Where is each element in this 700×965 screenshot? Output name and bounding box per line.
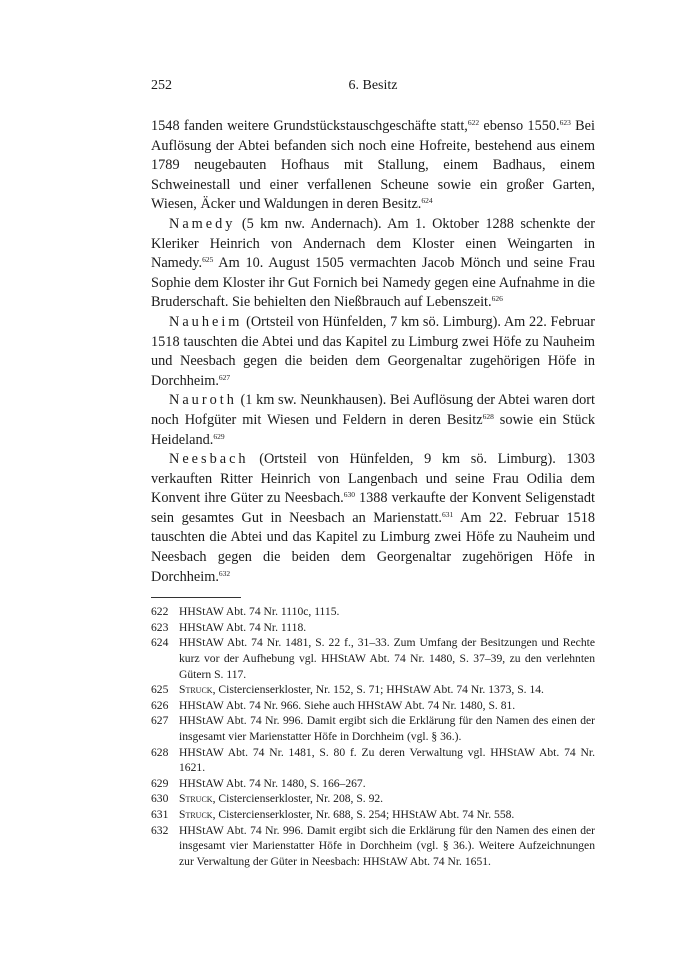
text-run: 1388 verkaufte der Konvent Seligenstadt sein gesamtes Gut in Neesbach an Marienstatt. — [151, 490, 595, 526]
text-run: (Ortsteil von Hünfelden, 7 km sö. Limburg). Am 22. Februar 1518 tauschten die Abtei und das Kapitel zu Limburg zwei Höfe zu Nauheim und Neesbach gegen die beiden dem Georgenaltar zugehörigen Höfe in Dorchheim. — [151, 313, 595, 389]
body-text — [151, 117, 595, 587]
footnote-ref: 628 — [482, 411, 494, 421]
footnote-number: 624 — [151, 636, 169, 650]
text-run: , Cistercienserkloster, Nr. 152, S. 71; HHStAW Abt. 74 Nr. 1373, S. 14. — [212, 683, 544, 697]
paragraph — [151, 450, 595, 587]
text-run: HHStAW Abt. 74 Nr. 996. Damit ergibt sich die Erklärung für den Namen des einen der insgesamt vier Marienstatter Höfe in Dorchheim (vgl. § 36.). — [179, 714, 595, 743]
text-run: HHStAW Abt. 74 Nr. 996. Damit ergibt sich die Erklärung für den Namen des einen der insgesamt vier Marienstatter Höfe in Dorchheim (vgl. § 36.). Weitere Aufzeichnungen zur Verwaltung der Güter in Neesbach: HHStAW Abt. 74 Nr. 1651. — [179, 823, 595, 868]
running-head: 6. Besitz — [348, 78, 398, 93]
footnote-number: 630 — [151, 792, 169, 806]
footnote-text — [179, 604, 595, 620]
author-name: Struck — [179, 792, 213, 806]
text-run: (1 km sw. Neunkhausen). Bei Auflösung der Abtei waren dort noch Hofgüter mit Wiesen und Feldern in deren Besitz — [151, 392, 595, 428]
footnote — [151, 807, 595, 823]
footnote-ref: 623 — [559, 118, 571, 127]
footnote-text — [179, 635, 595, 682]
place-name: Namedy — [169, 215, 236, 232]
footnote — [151, 791, 595, 807]
footnote-text — [179, 713, 595, 744]
text-run: (5 km nw. Andernach). Am 1. Oktober 1288 schenkte der Kleriker Heinrich von Andernach dem Kloster einen Weingarten in Namedy. — [151, 215, 595, 272]
place-name: Neesbach — [169, 451, 249, 468]
paragraph — [151, 215, 595, 313]
footnote-ref: 630 — [343, 490, 355, 500]
text-run: HHStAW Abt. 74 Nr. 1481, S. 80 f. Zu deren Verwaltung vgl. HHStAW Abt. 74 Nr. 1621. — [179, 745, 595, 775]
text-run: sowie ein Stück Heideland. — [151, 411, 595, 448]
text-run: HHStAW Abt. 74 Nr. 1480, S. 166–267. — [179, 776, 366, 790]
footnote-rule — [151, 597, 241, 598]
footnote-number: 627 — [151, 714, 169, 728]
text-run: HHStAW Abt. 74 Nr. 1118. — [179, 620, 307, 634]
text-run: Am 10. August 1505 vermachten Jacob Mönch und seine Frau Sophie dem Kloster ihr Gut Fornich bei Namedy gegen eine Aufnahme in die Bruderschaft. Sie behielten den Nießbrauch auf Lebenszeit. — [151, 255, 595, 311]
footnote-ref: 627 — [218, 372, 231, 382]
text-run: Bei Auflösung der Abtei befanden sich noch eine Hofreite, bestehend aus einem 1789 neugebauten Hofhaus mit Stallung, einem Badhaus, einem Schweinestall und einer verfallenen Scheune sowie ein großer Garten, Wiesen, Äcker und Waldungen in deren Besitz. — [151, 118, 595, 213]
footnote — [151, 635, 595, 682]
footnote-text — [179, 620, 595, 636]
author-name: Struck — [179, 683, 213, 697]
footnotes — [151, 604, 595, 869]
footnote-number: 632 — [151, 823, 169, 837]
text-run: Am 22. Februar 1518 tauschten die Abtei und das Kapitel zu Limburg zwei Höfe zu Nauheim und Neesbach gegen die beiden dem Georgenaltar zugehörigen Höfe in Dorchheim. — [151, 509, 595, 585]
text-run: (Ortsteil von Hünfelden, 9 km sö. Limburg). 1303 verkauften Ritter Heinrich von Langenbach und seine Frau Odilia dem Konvent ihre Güter zu Neesbach. — [151, 451, 595, 507]
footnote — [151, 713, 595, 744]
footnote — [151, 682, 595, 698]
page-number: 252 — [151, 78, 172, 93]
footnote — [151, 604, 595, 620]
footnote-number: 631 — [151, 807, 169, 821]
text-run: 1548 fanden weitere Grundstückstauschgeschäfte statt, — [151, 118, 468, 134]
footnote-ref: 632 — [218, 568, 231, 578]
text-run: HHStAW Abt. 74 Nr. 966. Siehe auch HHStAW Abt. 74 Nr. 1480, S. 81. — [179, 698, 516, 712]
footnote-number: 622 — [151, 605, 169, 619]
footnote-text — [179, 745, 595, 776]
paragraph — [151, 313, 595, 391]
footnote — [151, 698, 595, 714]
text-run: , Cistercienserkloster, Nr. 688, S. 254; HHStAW Abt. 74 Nr. 558. — [212, 807, 515, 821]
author-name: Struck — [179, 807, 213, 821]
place-name: Nauroth — [169, 392, 237, 409]
page — [151, 78, 595, 869]
footnote-number: 628 — [151, 745, 169, 759]
footnote-number: 626 — [151, 698, 169, 712]
footnote-ref: 631 — [442, 509, 454, 519]
footnote-ref: 626 — [491, 294, 503, 304]
footnote — [151, 620, 595, 636]
footnote-number: 623 — [151, 620, 169, 634]
footnote — [151, 745, 595, 776]
text-run: , Cistercienserkloster, Nr. 208, S. 92. — [212, 792, 384, 806]
footnote-number: 629 — [151, 776, 169, 790]
footnote-ref: 622 — [467, 118, 480, 127]
footnote-text — [179, 807, 595, 823]
footnote-text — [179, 791, 595, 807]
footnote-ref: 629 — [213, 431, 225, 441]
page-header — [151, 78, 595, 100]
text-run: ebenso 1550. — [479, 118, 560, 134]
footnote-text — [179, 682, 595, 698]
paragraph — [151, 391, 595, 450]
footnote-number: 625 — [151, 683, 169, 697]
footnote-text — [179, 776, 595, 792]
footnote — [151, 776, 595, 792]
place-name: Nauheim — [169, 313, 243, 330]
footnote — [151, 823, 595, 870]
footnote-ref: 624 — [421, 196, 433, 206]
paragraph — [151, 117, 595, 215]
footnote-ref: 625 — [202, 255, 214, 265]
text-run: HHStAW Abt. 74 Nr. 1481, S. 22 f., 31–33. Zum Umfang der Besitzungen und Rechte kurz vor der Aufhebung vgl. HHStAW Abt. 74 Nr. 1480, S. 37–39, zu den verlehnten Gütern S. 117. — [179, 636, 595, 681]
footnote-text — [179, 823, 595, 870]
footnote-text — [179, 698, 595, 714]
text-run: HHStAW Abt. 74 Nr. 1110c, 1115. — [179, 605, 340, 619]
